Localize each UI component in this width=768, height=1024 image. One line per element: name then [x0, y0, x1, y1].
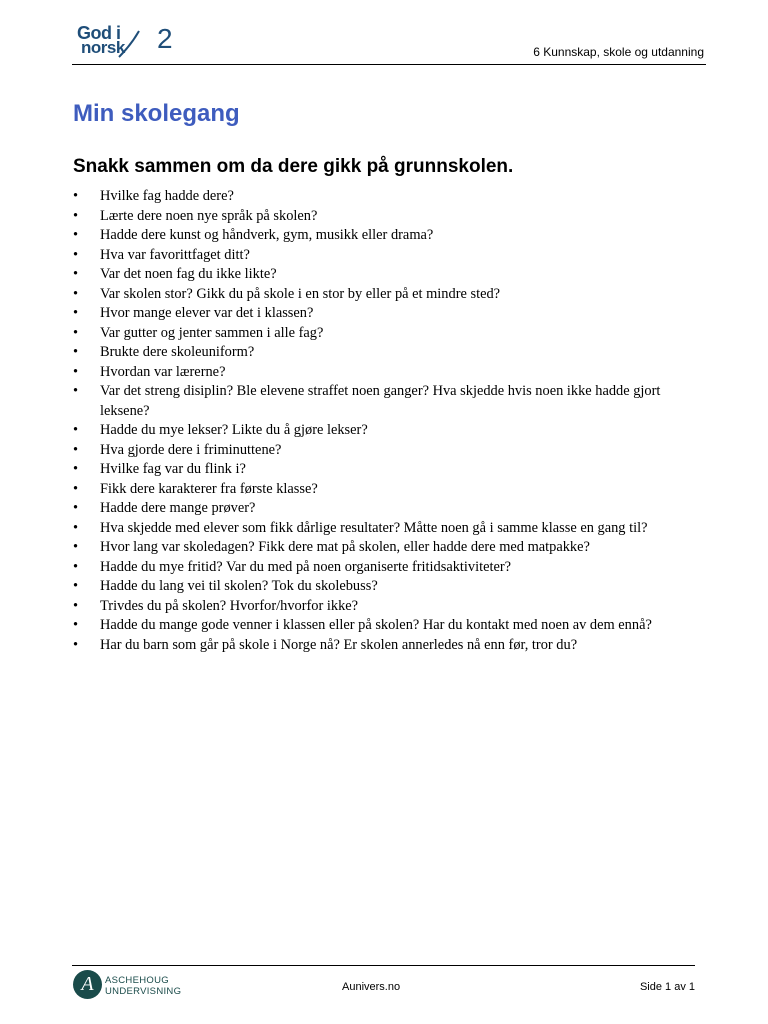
publisher-name-line1: ASCHEHOUG — [105, 975, 169, 986]
question-item — [73, 246, 713, 266]
question-item — [73, 324, 713, 344]
question-text: Hva skjedde med elever som fikk dårlige resultater? Måtte noen gå i samme klasse en gang til? — [100, 519, 648, 536]
question-item — [73, 616, 713, 636]
logo-text-line2: norsk — [81, 38, 125, 57]
question-text: Hvilke fag var du flink i? — [100, 461, 246, 477]
question-item — [73, 480, 713, 500]
question-item — [73, 460, 713, 480]
bullet: • — [73, 597, 79, 614]
bullet: • — [73, 519, 79, 536]
bullet: • — [73, 578, 79, 594]
bullet: • — [73, 558, 79, 575]
header-divider — [72, 64, 706, 65]
bullet: • — [73, 383, 79, 399]
question-item — [73, 363, 713, 383]
bullet: • — [73, 441, 79, 458]
publisher-name-line2: UNDERVISNING — [105, 986, 182, 997]
question-text: Hva var favorittfaget ditt? — [100, 246, 250, 263]
publisher-logo — [73, 970, 183, 1002]
question-text: Fikk dere karakterer fra første klasse? — [100, 480, 318, 497]
publisher-mark-icon: A — [73, 970, 102, 999]
question-item — [73, 441, 713, 461]
question-text: Trivdes du på skolen? Hvorfor/hvorfor ikke? — [100, 597, 359, 614]
logo-swoosh-icon — [117, 27, 159, 61]
question-text: Lærte dere noen nye språk på skolen? — [100, 207, 318, 224]
question-list — [73, 187, 713, 655]
question-text: Var gutter og jenter sammen i alle fag? — [100, 324, 324, 341]
question-text: Hadde du mange gode venner i klassen eller på skolen? Har du kontakt med noen av dem ennå? — [100, 617, 652, 633]
question-item — [73, 304, 713, 324]
bullet: • — [73, 188, 79, 204]
question-text: Hadde dere mange prøver? — [100, 500, 256, 516]
bullet: • — [73, 344, 79, 360]
page-subtitle: Snakk sammen om da dere gikk på grunnskolen. — [73, 156, 514, 177]
bullet: • — [73, 480, 79, 497]
bullet: • — [73, 207, 79, 224]
question-item — [73, 226, 713, 246]
question-item — [73, 382, 713, 421]
question-item — [73, 343, 713, 363]
question-text: Hvordan var lærerne? — [100, 363, 226, 380]
logo-number: 2 — [157, 23, 173, 54]
footer-site: Aunivers.no — [342, 981, 401, 993]
question-item — [73, 187, 713, 207]
question-item — [73, 577, 713, 597]
bullet: • — [73, 227, 79, 243]
question-item — [73, 558, 713, 578]
footer-divider — [72, 965, 695, 966]
question-item — [73, 285, 713, 305]
bullet: • — [73, 305, 79, 321]
bullet: • — [73, 266, 79, 282]
question-item — [73, 421, 713, 441]
question-text: Hvor lang var skoledagen? Fikk dere mat på skolen, eller hadde dere med matpakke? — [100, 539, 590, 555]
bullet: • — [73, 324, 79, 341]
bullet: • — [73, 246, 79, 263]
question-item — [73, 499, 713, 519]
question-text: Har du barn som går på skole i Norge nå? Er skolen annerledes nå enn før, tror du? — [100, 636, 578, 653]
question-item — [73, 265, 713, 285]
bullet: • — [73, 500, 79, 516]
question-item — [73, 538, 713, 558]
question-text: Var det streng disiplin? Ble elevene straffet noen ganger? Hva skjedde hvis noen ikke hadde gjort leksene? — [100, 383, 661, 419]
question-text: Var det noen fag du ikke likte? — [100, 266, 277, 282]
question-text: Var skolen stor? Gikk du på skole i en stor by eller på et mindre sted? — [100, 285, 501, 302]
question-item — [73, 636, 713, 656]
bullet: • — [73, 363, 79, 380]
bullet: • — [73, 636, 79, 653]
question-text: Hvor mange elever var det i klassen? — [100, 305, 314, 321]
question-text: Hadde du mye fritid? Var du med på noen organiserte fritidsaktiviteter? — [100, 558, 512, 575]
page-title: Min skolegang — [73, 100, 240, 127]
bullet: • — [73, 539, 79, 555]
bullet: • — [73, 461, 79, 477]
question-item — [73, 597, 713, 617]
question-text: Brukte dere skoleuniform? — [100, 344, 255, 360]
question-item — [73, 207, 713, 227]
chapter-title: 6 Kunnskap, skole og utdanning — [533, 45, 704, 59]
question-text: Hvilke fag hadde dere? — [100, 188, 234, 204]
question-item — [73, 519, 713, 539]
question-text: Hadde dere kunst og håndverk, gym, musikk eller drama? — [100, 227, 434, 243]
book-logo — [77, 24, 187, 60]
question-text: Hadde du mye lekser? Likte du å gjøre lekser? — [100, 422, 368, 438]
bullet: • — [73, 422, 79, 438]
bullet: • — [73, 285, 79, 302]
bullet: • — [73, 617, 79, 633]
question-text: Hva gjorde dere i friminuttene? — [100, 441, 282, 458]
question-text: Hadde du lang vei til skolen? Tok du skolebuss? — [100, 578, 378, 594]
logo-text-line1: God i — [77, 23, 121, 43]
page-number: Side 1 av 1 — [639, 981, 695, 993]
